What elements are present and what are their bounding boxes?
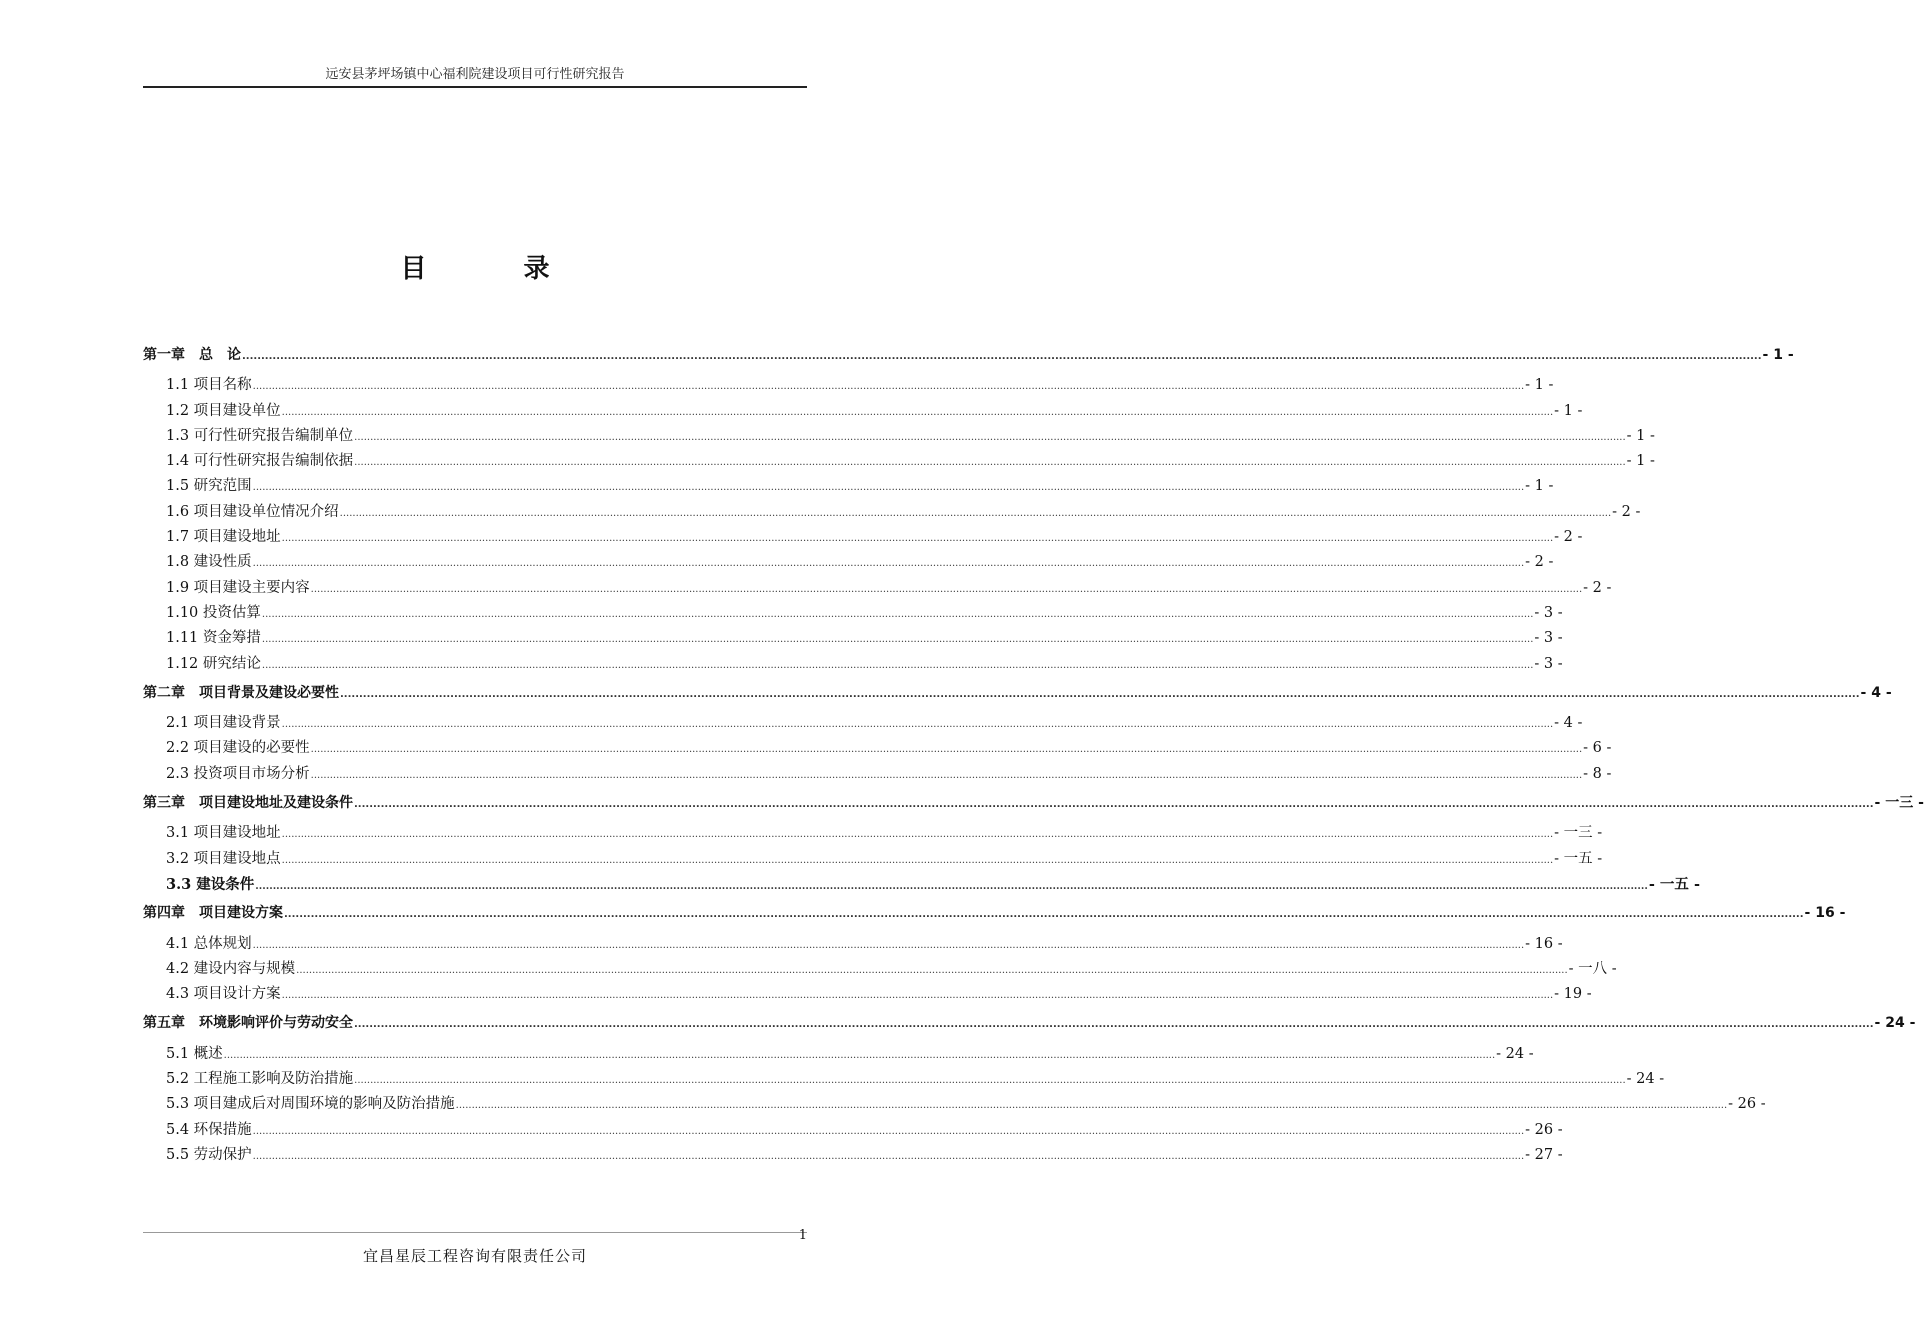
toc-section-entry[interactable] — [143, 1143, 1563, 1168]
toc-entry-page: - 一八 - — [1568, 960, 1617, 977]
toc-entry-page: - 26 - — [1525, 1121, 1563, 1138]
table-of-contents — [143, 343, 1924, 1168]
toc-entry-page: - 2 - — [1525, 554, 1554, 571]
toc-entry-page: - 一三 - — [1554, 825, 1603, 842]
toc-dot-leader: ................................................................................................................................................................................................................................................................................................................................................................................................................ — [261, 634, 1534, 646]
toc-chapter-entry[interactable] — [143, 791, 1924, 816]
toc-dot-leader: ................................................................................................................................................................................................................................................................................................................................................................................................................ — [339, 507, 1612, 519]
toc-dot-leader: ................................................................................................................................................................................................................................................................................................................................................................................................................ — [354, 799, 1874, 811]
toc-section-entry[interactable] — [143, 736, 1612, 761]
toc-heading: 目 录 — [400, 254, 594, 284]
toc-entry-label: 第二章 项目背景及建设必要性 — [143, 684, 339, 701]
toc-entry-page: - 1 - — [1626, 453, 1655, 470]
toc-dot-leader: ................................................................................................................................................................................................................................................................................................................................................................................................................ — [455, 1100, 1728, 1112]
toc-entry-label: 3.2 项目建设地点 — [166, 850, 281, 867]
toc-chapter-entry[interactable] — [143, 681, 1892, 706]
toc-dot-leader: ................................................................................................................................................................................................................................................................................................................................................................................................................ — [354, 1075, 1626, 1087]
toc-entry-page: - 3 - — [1534, 655, 1563, 672]
toc-entry-page: - 16 - — [1525, 935, 1563, 952]
toc-entry-label: 第四章 项目建设方案 — [143, 905, 283, 922]
toc-entry-label: 4.3 项目设计方案 — [166, 986, 281, 1003]
toc-entry-label: 1.9 项目建设主要内容 — [166, 579, 310, 596]
toc-dot-leader: ................................................................................................................................................................................................................................................................................................................................................................................................................ — [252, 939, 1525, 951]
toc-entry-label: 1.8 建设性质 — [166, 554, 252, 571]
toc-chapter-entry[interactable] — [143, 1011, 1916, 1036]
running-header: 远安县茅坪场镇中心福利院建设项目可行性研究报告 — [143, 66, 807, 88]
toc-section-entry[interactable] — [143, 1092, 1766, 1117]
toc-entry-label: 1.3 可行性研究报告编制单位 — [166, 427, 354, 444]
toc-entry-page: - 2 - — [1583, 579, 1612, 596]
toc-section-entry[interactable] — [143, 525, 1583, 550]
toc-dot-leader: ................................................................................................................................................................................................................................................................................................................................................................................................................ — [281, 854, 1554, 866]
toc-entry-page: - 24 - — [1874, 1015, 1916, 1032]
toc-section-entry[interactable] — [143, 500, 1641, 525]
toc-entry-label: 1.7 项目建设地址 — [166, 529, 281, 546]
page-number: 1 — [798, 1228, 807, 1243]
toc-section-entry[interactable] — [143, 399, 1583, 424]
toc-entry-label: 4.1 总体规划 — [166, 935, 252, 952]
toc-entry-page: - 一五 - — [1648, 875, 1700, 893]
toc-section-entry[interactable] — [143, 601, 1563, 626]
toc-entry-label: 2.3 投资项目市场分析 — [166, 765, 310, 782]
toc-section-entry[interactable] — [143, 711, 1583, 736]
toc-entry-page: - 24 - — [1626, 1071, 1665, 1088]
toc-entry-label: 4.2 建设内容与规模 — [166, 960, 296, 977]
toc-dot-leader: ................................................................................................................................................................................................................................................................................................................................................................................................................ — [261, 608, 1534, 620]
toc-entry-page: - 1 - — [1762, 347, 1794, 363]
toc-entry-label: 第五章 环境影响评价与劳动安全 — [143, 1015, 353, 1032]
toc-entry-page: - 19 - — [1554, 986, 1592, 1003]
toc-dot-leader: ................................................................................................................................................................................................................................................................................................................................................................................................................ — [252, 482, 1525, 494]
toc-entry-label: 5.3 项目建成后对周围环境的影响及防治措施 — [166, 1096, 455, 1113]
toc-section-entry[interactable] — [143, 872, 1700, 897]
toc-section-entry[interactable] — [143, 373, 1554, 398]
toc-chapter-entry[interactable] — [143, 901, 1846, 926]
toc-section-entry[interactable] — [143, 626, 1563, 651]
toc-entry-label: 2.2 项目建设的必要性 — [166, 740, 310, 757]
toc-dot-leader: ................................................................................................................................................................................................................................................................................................................................................................................................................ — [354, 457, 1626, 469]
toc-entry-label: 第三章 项目建设地址及建设条件 — [143, 795, 353, 812]
toc-dot-leader: ................................................................................................................................................................................................................................................................................................................................................................................................................ — [281, 406, 1554, 418]
toc-section-entry[interactable] — [143, 1118, 1563, 1143]
toc-entry-label: 1.5 研究范围 — [166, 478, 252, 495]
toc-entry-page: - 6 - — [1583, 740, 1612, 757]
toc-dot-leader: ................................................................................................................................................................................................................................................................................................................................................................................................................ — [310, 583, 1583, 595]
toc-dot-leader: ................................................................................................................................................................................................................................................................................................................................................................................................................ — [281, 719, 1554, 731]
toc-entry-label: 1.12 研究结论 — [166, 655, 261, 672]
toc-entry-label: 5.1 概述 — [166, 1045, 223, 1062]
toc-section-entry[interactable] — [143, 1067, 1665, 1092]
toc-dot-leader: ................................................................................................................................................................................................................................................................................................................................................................................................................ — [310, 744, 1583, 756]
toc-dot-leader: ................................................................................................................................................................................................................................................................................................................................................................................................................ — [354, 1019, 1874, 1031]
toc-entry-label: 5.4 环保措施 — [166, 1121, 252, 1138]
toc-entry-page: - 3 - — [1534, 630, 1563, 647]
toc-section-entry[interactable] — [143, 424, 1655, 449]
footer-divider — [143, 1232, 807, 1233]
toc-entry-page: - 1 - — [1525, 478, 1554, 495]
toc-entry-label: 1.1 项目名称 — [166, 377, 252, 394]
toc-entry-page: - 1 - — [1554, 402, 1583, 419]
toc-dot-leader: ................................................................................................................................................................................................................................................................................................................................................................................................................ — [261, 659, 1534, 671]
toc-dot-leader: ................................................................................................................................................................................................................................................................................................................................................................................................................ — [252, 381, 1525, 393]
toc-dot-leader: ................................................................................................................................................................................................................................................................................................................................................................................................................ — [281, 533, 1554, 545]
toc-entry-label: 1.11 资金筹措 — [166, 630, 261, 647]
toc-dot-leader: ................................................................................................................................................................................................................................................................................................................................................................................................................ — [242, 351, 1762, 362]
toc-section-entry[interactable] — [143, 821, 1603, 846]
toc-entry-page: - 2 - — [1612, 503, 1641, 520]
toc-entry-page: - 4 - — [1860, 684, 1892, 701]
footer-company: 宜昌星辰工程咨询有限责任公司 — [362, 1247, 587, 1265]
toc-dot-leader: ................................................................................................................................................................................................................................................................................................................................................................................................................ — [255, 880, 1648, 892]
toc-dot-leader: ................................................................................................................................................................................................................................................................................................................................................................................................................ — [340, 688, 1860, 700]
toc-entry-page: - 26 - — [1728, 1096, 1766, 1113]
toc-section-entry[interactable] — [143, 982, 1592, 1007]
toc-dot-leader: ................................................................................................................................................................................................................................................................................................................................................................................................................ — [252, 1125, 1525, 1137]
toc-entry-label: 3.3 建设条件 — [166, 875, 255, 893]
toc-entry-label: 2.1 项目建设背景 — [166, 715, 281, 732]
toc-entry-label: 1.6 项目建设单位情况介绍 — [166, 503, 339, 520]
toc-section-entry[interactable] — [143, 957, 1617, 982]
toc-entry-page: - 一五 - — [1554, 850, 1603, 867]
toc-section-entry[interactable] — [143, 762, 1612, 787]
toc-chapter-entry[interactable] — [143, 343, 1794, 368]
toc-dot-leader: ................................................................................................................................................................................................................................................................................................................................................................................................................ — [354, 431, 1626, 443]
toc-dot-leader: ................................................................................................................................................................................................................................................................................................................................................................................................................ — [281, 829, 1554, 841]
toc-section-entry[interactable] — [143, 1042, 1534, 1067]
toc-entry-page: - 一三 - — [1874, 795, 1924, 812]
toc-entry-page: - 1 - — [1626, 427, 1655, 444]
toc-dot-leader: ................................................................................................................................................................................................................................................................................................................................................................................................................ — [284, 909, 1804, 921]
toc-dot-leader: ................................................................................................................................................................................................................................................................................................................................................................................................................ — [223, 1049, 1496, 1061]
toc-section-entry[interactable] — [143, 652, 1563, 677]
toc-section-entry[interactable] — [143, 847, 1603, 872]
toc-entry-label: 1.10 投资估算 — [166, 604, 261, 621]
toc-entry-page: - 3 - — [1534, 604, 1563, 621]
toc-entry-label: 5.5 劳动保护 — [166, 1146, 252, 1163]
toc-entry-label: 5.2 工程施工影响及防治措施 — [166, 1071, 354, 1088]
toc-entry-page: - 24 - — [1496, 1045, 1534, 1062]
toc-section-entry[interactable] — [143, 550, 1554, 575]
toc-dot-leader: ................................................................................................................................................................................................................................................................................................................................................................................................................ — [252, 1150, 1525, 1162]
toc-section-entry[interactable] — [143, 474, 1554, 499]
toc-entry-page: - 4 - — [1554, 715, 1583, 732]
toc-entry-label: 1.2 项目建设单位 — [166, 402, 281, 419]
toc-entry-page: - 16 - — [1804, 905, 1846, 922]
toc-dot-leader: ................................................................................................................................................................................................................................................................................................................................................................................................................ — [310, 769, 1583, 781]
toc-entry-label: 3.1 项目建设地址 — [166, 825, 281, 842]
toc-entry-page: - 2 - — [1554, 529, 1583, 546]
toc-entry-label: 第一章 总 论 — [143, 347, 241, 363]
toc-dot-leader: ................................................................................................................................................................................................................................................................................................................................................................................................................ — [281, 990, 1554, 1002]
toc-section-entry[interactable] — [143, 576, 1612, 601]
toc-section-entry[interactable] — [143, 449, 1655, 474]
toc-dot-leader: ................................................................................................................................................................................................................................................................................................................................................................................................................ — [296, 964, 1568, 976]
toc-dot-leader: ................................................................................................................................................................................................................................................................................................................................................................................................................ — [252, 558, 1525, 570]
toc-section-entry[interactable] — [143, 932, 1563, 957]
toc-entry-page: - 1 - — [1525, 377, 1554, 394]
toc-entry-page: - 27 - — [1525, 1146, 1563, 1163]
toc-entry-page: - 8 - — [1583, 765, 1612, 782]
toc-entry-label: 1.4 可行性研究报告编制依据 — [166, 453, 354, 470]
